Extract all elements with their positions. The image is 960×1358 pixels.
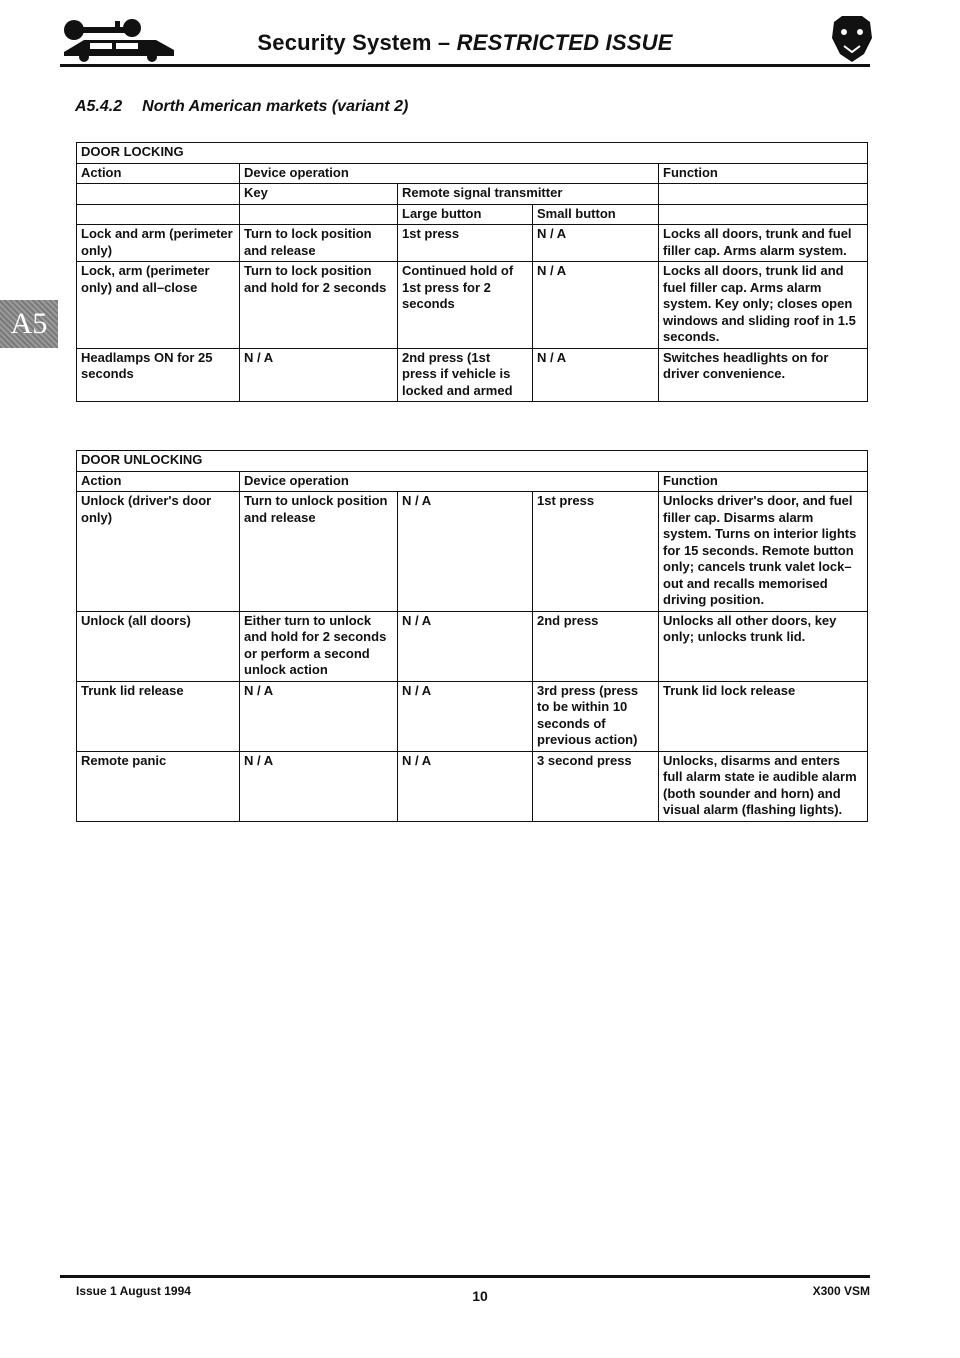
issue-date: Issue 1 August 1994 — [76, 1284, 191, 1298]
table-title-row — [77, 451, 868, 472]
cell-function: Unlocks driver's door, and fuel filler cap. Disarms alarm system. Turns on interior lights for 15 seconds. Remote button only; cancels trunk valet lock–out and recalls memorised driving position. — [659, 492, 868, 612]
cell-action: Trunk lid release — [77, 681, 240, 751]
empty-cell — [659, 184, 868, 205]
cell-key: N / A — [240, 681, 398, 751]
col-header-small-button: Small button — [533, 204, 659, 225]
col-header-action: Action — [77, 163, 240, 184]
cell-large-button: N / A — [398, 492, 533, 612]
page-header — [60, 14, 870, 64]
cell-small-button: N / A — [533, 225, 659, 262]
col-header-device-operation: Device operation — [240, 471, 659, 492]
cell-small-button: 3rd press (press to be within 10 seconds of previous action) — [533, 681, 659, 751]
cell-key: N / A — [240, 348, 398, 402]
empty-cell — [77, 184, 240, 205]
table-title-row — [77, 143, 868, 164]
section-tab-marker: A5 — [0, 300, 58, 348]
cell-action: Lock, arm (perimeter only) and all–close — [77, 262, 240, 349]
table-row — [77, 492, 868, 612]
cell-function: Trunk lid lock release — [659, 681, 868, 751]
cell-small-button: 3 second press — [533, 751, 659, 821]
document-code: X300 VSM — [812, 1284, 870, 1298]
table-row — [77, 681, 868, 751]
table-title: DOOR LOCKING — [77, 143, 868, 164]
cell-large-button: N / A — [398, 751, 533, 821]
cell-function: Unlocks, disarms and enters full alarm state ie audible alarm (both sounder and horn) and visual alarm (flashing lights). — [659, 751, 868, 821]
table-title: DOOR UNLOCKING — [77, 451, 868, 472]
empty-cell — [240, 204, 398, 225]
col-header-key: Key — [240, 184, 398, 205]
cell-action: Lock and arm (perimeter only) — [77, 225, 240, 262]
table-row — [77, 751, 868, 821]
header-rule — [60, 64, 870, 67]
cell-function: Locks all doors, trunk lid and fuel filler cap. Arms alarm system. Key only; closes open windows and sliding roof in 1.5 seconds. — [659, 262, 868, 349]
table-row — [77, 225, 868, 262]
table-row — [77, 611, 868, 681]
section-heading: A5.4.2 North American markets (variant 2) — [75, 98, 409, 115]
cell-small-button: N / A — [533, 348, 659, 402]
empty-cell — [77, 204, 240, 225]
table-row — [77, 348, 868, 402]
cell-large-button: N / A — [398, 611, 533, 681]
footer-rule — [60, 1275, 870, 1278]
empty-cell — [659, 204, 868, 225]
cell-action: Headlamps ON for 25 seconds — [77, 348, 240, 402]
cell-large-button: 1st press — [398, 225, 533, 262]
cell-action: Remote panic — [77, 751, 240, 821]
cell-small-button: 1st press — [533, 492, 659, 612]
cell-large-button: 2nd press (1st press if vehicle is locked and armed — [398, 348, 533, 402]
cell-function: Locks all doors, trunk and fuel filler cap. Arms alarm system. — [659, 225, 868, 262]
table-subheader-row — [77, 184, 868, 205]
cell-key: Either turn to unlock and hold for 2 seconds or perform a second unlock action — [240, 611, 398, 681]
cell-function: Switches headlights on for driver convenience. — [659, 348, 868, 402]
table-header-row — [77, 163, 868, 184]
cell-key: Turn to lock position and hold for 2 seconds — [240, 262, 398, 349]
door-locking-table — [76, 142, 868, 402]
col-header-action: Action — [77, 471, 240, 492]
cell-small-button: 2nd press — [533, 611, 659, 681]
page-title: Security System – RESTRICTED ISSUE — [257, 30, 673, 55]
table-header-row — [77, 471, 868, 492]
cell-function: Unlocks all other doors, key only; unlocks trunk lid. — [659, 611, 868, 681]
cell-key: Turn to unlock position and release — [240, 492, 398, 612]
cell-action: Unlock (driver's door only) — [77, 492, 240, 612]
cell-action: Unlock (all doors) — [77, 611, 240, 681]
page-number: 10 — [472, 1288, 488, 1304]
col-header-function: Function — [659, 163, 868, 184]
cell-large-button: N / A — [398, 681, 533, 751]
cell-key: N / A — [240, 751, 398, 821]
cell-large-button: Continued hold of 1st press for 2 seconds — [398, 262, 533, 349]
col-header-large-button: Large button — [398, 204, 533, 225]
col-header-function: Function — [659, 471, 868, 492]
table-row — [77, 262, 868, 349]
jaguar-head-icon — [830, 14, 874, 64]
door-unlocking-table — [76, 450, 868, 822]
table-subheader-row — [77, 204, 868, 225]
col-header-remote: Remote signal transmitter — [398, 184, 659, 205]
cell-key: Turn to lock position and release — [240, 225, 398, 262]
col-header-device-operation: Device operation — [240, 163, 659, 184]
cell-small-button: N / A — [533, 262, 659, 349]
